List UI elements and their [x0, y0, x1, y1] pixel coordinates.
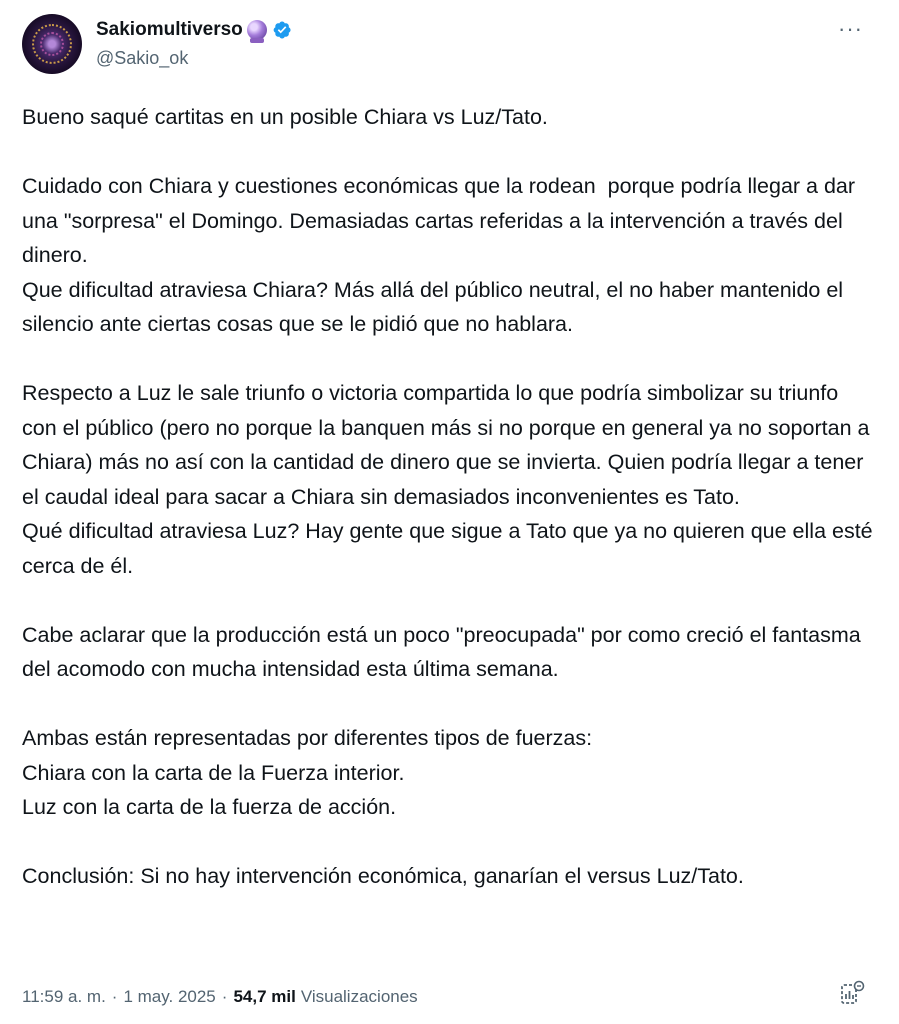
crystal-ball-emoji-icon — [247, 20, 267, 40]
display-name[interactable]: Sakiomultiverso — [96, 19, 243, 40]
views-count: 54,7 mil — [233, 987, 296, 1006]
views-label: Visualizaciones — [300, 987, 418, 1006]
tweet-time[interactable]: 11:59 a. m. — [22, 987, 106, 1006]
separator: · — [111, 987, 118, 1006]
avatar-inner-ring — [40, 32, 64, 56]
separator: · — [221, 987, 228, 1006]
tweet-date[interactable]: 1 may. 2025 — [123, 987, 216, 1006]
user-handle[interactable]: @Sakio_ok — [96, 48, 189, 68]
tweet-header — [0, 0, 899, 80]
tweet-footer — [22, 983, 418, 1011]
verified-badge-icon[interactable] — [272, 20, 292, 40]
name-row — [96, 18, 292, 42]
tweet-text: Bueno saqué cartitas en un posible Chiara vs Luz/Tato. Cuidado con Chiara y cuestiones económicas que la rodean porque podría llegar a dar una "sorpresa" el Domingo. Demasiadas cartas referidas a la intervención a través del dinero. Que dificultad atraviesa Chiara? Más allá del público neutral, el no haber mantenido el silencio ante ciertas cosas que se le pidió que no hablara. Respecto a Luz le sale triunfo o victoria compartida lo que podría simbolizar su triunfo con el público (pero no porque la banquen más si no porque en general ya no soportan a Chiara) más no así con la cantidad de dinero que se invierta. Quien podría llegar a tener el caudal ideal para sacar a Chiara sin demasiados inconvenientes es Tato. Qué dificultad atraviesa Luz? Hay gente que sigue a Tato que ya no quieren que ella esté cerca de él. Cabe aclarar que la producción está un poco "preocupada" por como creció el fantasma del acomodo con mucha intensidad esta última semana. Ambas están representadas por diferentes tipos de fuerzas: Chiara con la carta de la Fuerza interior. Luz con la carta de la fuerza de acción. Conclusión: Si no hay intervención económica, ganarían el versus Luz/Tato. — [22, 105, 873, 888]
view-stats-icon[interactable] — [839, 980, 865, 1008]
avatar[interactable] — [22, 14, 82, 74]
more-options-icon[interactable]: ··· — [838, 16, 863, 41]
